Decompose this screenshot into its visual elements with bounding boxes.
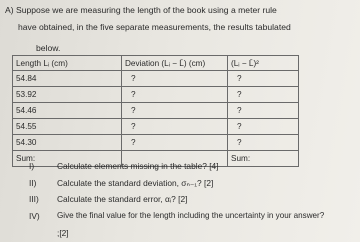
intro-line-1: A) Suppose we are measuring the length of the book using a meter rule: [5, 5, 277, 15]
table-header-row: [13, 56, 299, 71]
header-deviation-squared: (Lᵢ − L̄)²: [228, 56, 299, 71]
question-text: Calculate elements missing in the table? [4]: [57, 161, 219, 171]
cell-deviation: [122, 119, 228, 135]
question-number: IV): [29, 211, 40, 221]
header-deviation: Deviation (Lᵢ − L̄) (cm): [122, 56, 228, 71]
table-row: [13, 119, 299, 135]
missing-value: ?: [131, 74, 136, 83]
cell-deviation-squared: [228, 103, 299, 119]
missing-value: ?: [237, 90, 242, 99]
cell-length: 54.55: [13, 119, 122, 135]
missing-value: ?: [131, 90, 136, 99]
table-row: [13, 87, 299, 103]
header-length: Length Lᵢ (cm): [13, 56, 122, 71]
question-number: III): [29, 194, 39, 204]
table-row: [13, 135, 299, 151]
sum-deviation-squared: Sum:: [228, 151, 299, 167]
cell-deviation: [122, 71, 228, 87]
cell-deviation-squared: [228, 135, 299, 151]
cell-length: 54.30: [13, 135, 122, 151]
missing-value: ?: [237, 74, 242, 83]
cell-length: 54.84: [13, 71, 122, 87]
missing-value: ?: [237, 138, 242, 147]
cell-deviation-squared: [228, 87, 299, 103]
missing-value: ?: [131, 138, 136, 147]
measurement-table: [12, 55, 299, 167]
cell-deviation-squared: [228, 71, 299, 87]
cell-length: 54.46: [13, 103, 122, 119]
question-number: I): [29, 161, 35, 171]
cell-deviation: [122, 135, 228, 151]
question-continuation: ;[2]: [57, 228, 69, 238]
missing-value: ?: [237, 106, 242, 115]
question-number: II): [29, 178, 37, 188]
missing-value: ?: [131, 106, 136, 115]
table-row: [13, 71, 299, 87]
cell-deviation: [122, 103, 228, 119]
question-text: Calculate the standard deviation, σₙ₋₁? [2]: [57, 178, 214, 188]
table-row: [13, 103, 299, 119]
cell-deviation-squared: [228, 119, 299, 135]
question-text: Calculate the standard error, αᵢ? [2]: [57, 194, 188, 204]
missing-value: ?: [237, 122, 242, 131]
cell-deviation: [122, 87, 228, 103]
sum-length: Sum:: [13, 151, 122, 167]
intro-line-2: have obtained, in the five separate measurements, the results tabulated: [18, 22, 291, 32]
intro-line-3: below.: [36, 43, 61, 53]
cell-length: 53.92: [13, 87, 122, 103]
missing-value: ?: [131, 122, 136, 131]
question-text: Give the final value for the length including the uncertainty in your answer?: [57, 211, 325, 220]
